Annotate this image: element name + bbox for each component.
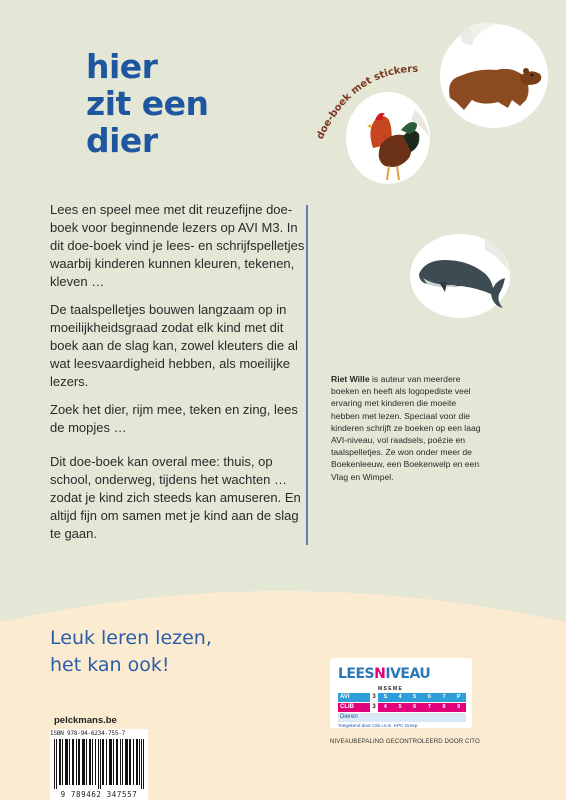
- slogan-line-1: Leuk leren lezen,: [50, 627, 212, 649]
- clib-cell: 9: [457, 704, 461, 710]
- subject-label: Dieren: [340, 714, 358, 720]
- avi-cell: 6: [427, 694, 431, 700]
- description-paragraph-2: De taalspelletjes bouwen langzaam op in moeilijkheidsgraad zodat elk kind met dit boek aan de slag kan, zowel kleuters die al wat leesvaardigheid hebben, als moeilijke lezers.: [50, 302, 298, 389]
- clib-label: CLIB: [340, 704, 354, 710]
- sticker-label-text: doe-boek met stickers: [314, 63, 419, 142]
- description-paragraph-4: Dit doe-boek kan overal mee: thuis, op school, onderweg, tijdens het wachten … zodat je kind zich steeds kan amuseren. En altijd fijn om samen met je kind aan de slag te gaan.: [50, 454, 301, 541]
- avi-row: [338, 693, 466, 702]
- clib-cell: 6: [413, 704, 417, 710]
- bear-sticker-icon: [432, 14, 552, 132]
- leesniveau-logo: [338, 666, 430, 682]
- clib-cell: 7: [427, 704, 431, 710]
- column-divider: [306, 205, 308, 545]
- clib-cell: 8: [442, 704, 446, 710]
- leesniveau-footer: NIVEAUBEPALING GECONTROLEERD DOOR CITO: [330, 738, 480, 745]
- avi-cell: S: [383, 694, 388, 700]
- avi-cell: 4: [398, 694, 402, 700]
- title-line-1: hier: [86, 47, 158, 86]
- avi-cell: P: [456, 694, 461, 700]
- clib-cell: 5: [398, 704, 402, 710]
- barcode-digits: 9 789462 347557: [60, 790, 138, 799]
- leesniveau-header-row: [338, 686, 466, 693]
- title-line-2: zit een: [86, 84, 209, 123]
- logo-n: N: [374, 666, 386, 682]
- description-paragraph-1: Lees en speel mee met dit reuzefijne doe-boek voor beginnende lezers op AVI M3. In dit doe-boek vind je lees- en schrijfspelletjes waarbij kinderen kunnen kleuren, tekenen, kleven …: [50, 202, 305, 289]
- subject-row: [338, 713, 466, 722]
- slogan-line-2: het kan ook!: [50, 654, 170, 676]
- leesniveau-header-text: M S E M E: [378, 686, 402, 692]
- avi-cell: 7: [442, 694, 446, 700]
- clib-number: 3: [370, 703, 378, 712]
- logo-part-1: LEES: [338, 666, 375, 682]
- clib-cell: 4: [383, 704, 387, 710]
- rooster-sticker-icon: [345, 90, 431, 186]
- author-name: Riet Wille: [331, 374, 370, 384]
- whale-sticker-icon: [405, 230, 515, 320]
- description-paragraph-3: Zoek het dier, rijm mee, teken en zing, lees de mopjes …: [50, 402, 298, 435]
- book-title: [86, 48, 209, 159]
- avi-label: AVI: [340, 694, 350, 700]
- barcode: [50, 729, 148, 800]
- avi-number: 3: [370, 693, 378, 702]
- approval-text: Toegekend door Cito i.s.m. KPC Groep: [338, 723, 418, 728]
- title-line-3: dier: [86, 121, 158, 160]
- logo-part-2: IVEAU: [385, 666, 431, 682]
- publisher-url: pelckmans.be: [54, 715, 117, 726]
- leesniveau-badge: [330, 658, 472, 728]
- isbn-number: ISBN 978-94-6234-755-7: [50, 730, 126, 737]
- author-bio-text: is auteur van meerdere boeken en heeft als logopediste veel ervaring met kinderen die moeite hebben met lezen. Speciaal voor die kinderen schrijft ze boeken op een laag AVI-niveau, vol raadsels, poëzie en taalspelletjes. Ze won onder meer de Boekenleeuw, een Boekenwelp en een Vlag en Wimpel.: [331, 374, 481, 482]
- leesniveau-table: [338, 686, 466, 728]
- barcode-bars: [54, 739, 144, 789]
- clib-row: [338, 703, 466, 712]
- author-bio: [331, 373, 481, 483]
- avi-cell: 5: [413, 694, 417, 700]
- slogan: [50, 625, 212, 679]
